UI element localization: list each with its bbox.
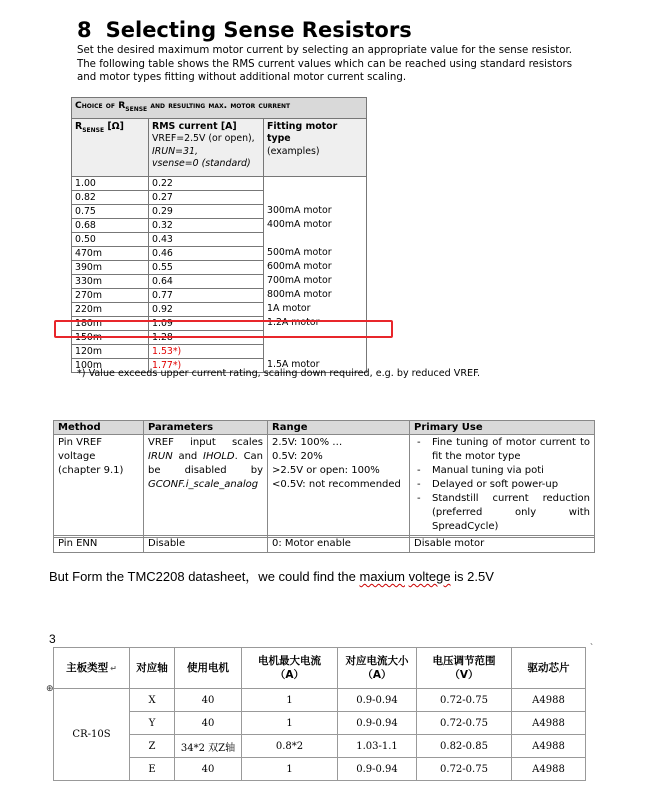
intro-paragraph: Set the desired maximum motor current by selecting an appropriate value for the sense resistor. The following table shows the RMS current values which can be reached using standard resistors and motor types fitting without additional motor current scaling. xyxy=(77,45,572,83)
cut-row-method: Pin ENN xyxy=(54,536,144,553)
rsense-cell: 120m xyxy=(72,344,149,358)
motor-type-cell: 700mA motor xyxy=(264,274,367,288)
header-rsense: $R_{SENSE}$ [Ω] xyxy=(72,118,149,176)
table-row xyxy=(72,204,367,218)
current-cell: 1.28 xyxy=(149,330,264,344)
header-current: 对应电流大小 （A） xyxy=(338,648,417,689)
current-cell: 0.29 xyxy=(149,204,264,218)
voltage-cell: 0.72-0.75 xyxy=(417,758,512,781)
motor-type-cell: 300mA motor xyxy=(264,204,367,218)
current-cell: 0.9-0.94 xyxy=(338,689,417,712)
axis-cell: Z xyxy=(130,735,175,758)
header-board: 主板类型 ↵ xyxy=(54,648,130,689)
rsense-cell: 390m xyxy=(72,260,149,274)
rsense-cell: 100m xyxy=(72,358,149,372)
motor-type-cell xyxy=(264,344,367,358)
header-motor: 使用电机 xyxy=(175,648,242,689)
table-caption: Choice of $R_{SENSE}$ and resulting max. motor current xyxy=(72,98,367,119)
header-parameters: Parameters xyxy=(144,421,268,435)
primary-use-cell xyxy=(410,435,595,536)
cut-row-range: 0: Motor enable xyxy=(268,536,410,553)
max-cell: 1 xyxy=(242,689,338,712)
current-cell: 0.64 xyxy=(149,274,264,288)
axis-cell: Y xyxy=(130,712,175,735)
rsense-cell: 270m xyxy=(72,288,149,302)
current-cell: 0.32 xyxy=(149,218,264,232)
table-row xyxy=(72,176,367,190)
header-method: Method xyxy=(54,421,144,435)
current-cell: 1.77*) xyxy=(149,358,264,372)
misspelled-word: voltege xyxy=(408,569,451,584)
current-cell: 0.43 xyxy=(149,232,264,246)
header-rms-current: RMS current [A] VREF=2.5V (or open), IRUN=31, vsense=0 (standard) xyxy=(149,118,264,176)
motor-type-cell: 1.5A motor xyxy=(264,358,367,372)
chip-cell: A4988 xyxy=(512,735,586,758)
rsense-cell: 0.50 xyxy=(72,232,149,246)
current-cell: 0.55 xyxy=(149,260,264,274)
table-row xyxy=(54,712,586,735)
motor-cell: 34*2 双Z轴 xyxy=(175,735,242,758)
header-voltage-range: 电压调节范围 （V） xyxy=(417,648,512,689)
note-text: But Form the TMC2208 datasheet，we could find the maxium voltege is 2.5V xyxy=(49,569,494,584)
cut-row-params: Disable xyxy=(144,536,268,553)
motor-type-cell: 400mA motor xyxy=(264,218,367,232)
method-table xyxy=(53,420,595,553)
list-item: - Fine tuning of motor current to fit the motor type xyxy=(414,436,590,464)
table-row xyxy=(72,302,367,316)
rsense-cell: 470m xyxy=(72,246,149,260)
table-row xyxy=(72,288,367,302)
table-row xyxy=(72,260,367,274)
highlight-box xyxy=(54,320,393,338)
table-row xyxy=(54,689,586,712)
motor-type-cell: 600mA motor xyxy=(264,260,367,274)
rsense-cell: 330m xyxy=(72,274,149,288)
voltage-cell: 0.72-0.75 xyxy=(417,689,512,712)
cut-row-use: Disable motor xyxy=(410,536,595,553)
header-range: Range xyxy=(268,421,410,435)
current-cell: 1.09 xyxy=(149,316,264,330)
current-cell: 1.03-1.1 xyxy=(338,735,417,758)
rsense-cell: 0.82 xyxy=(72,190,149,204)
list-item: - Standstill current reduction (preferred only with SpreadCycle) xyxy=(414,492,590,534)
voltage-cell: 0.72-0.75 xyxy=(417,712,512,735)
rsense-cell: 0.68 xyxy=(72,218,149,232)
table-row xyxy=(72,218,367,232)
motor-type-cell: 800mA motor xyxy=(264,288,367,302)
table-row xyxy=(72,232,367,246)
motor-type-cell: 1A motor xyxy=(264,302,367,316)
header-motor-type: Fitting motor type (examples) xyxy=(264,118,367,176)
table-row xyxy=(72,274,367,288)
table-row xyxy=(72,190,367,204)
list-item: - Manual tuning via poti xyxy=(414,464,590,478)
method-cell: Pin VREF voltage (chapter 9.1) xyxy=(54,435,144,536)
range-cell: 2.5V: 100% … 0.5V: 20% >2.5V or open: 100% <0.5V: not recommended xyxy=(268,435,410,536)
list-mark: 、 xyxy=(590,637,598,646)
current-cell: 0.46 xyxy=(149,246,264,260)
max-cell: 1 xyxy=(242,758,338,781)
motor-type-cell: 1.2A motor xyxy=(264,316,367,330)
header-primary-use: Primary Use xyxy=(410,421,595,435)
motor-cell: 40 xyxy=(175,758,242,781)
board-cell: CR-10S xyxy=(54,689,130,781)
table-row xyxy=(72,344,367,358)
method-table-clip xyxy=(53,420,594,549)
axis-cell: X xyxy=(130,689,175,712)
section-title: Selecting Sense Resistors xyxy=(105,18,412,42)
parameters-cell: VREF input scales IRUN and IHOLD. Can be disabled by GCONF.i_scale_analog xyxy=(144,435,268,536)
motor-cell: 40 xyxy=(175,689,242,712)
chip-cell: A4988 xyxy=(512,758,586,781)
axis-cell: E xyxy=(130,758,175,781)
header-max-current: 电机最大电流 （A） xyxy=(242,648,338,689)
motor-cell: 40 xyxy=(175,712,242,735)
anchor-icon: ⊕ xyxy=(46,684,54,694)
motor-type-cell: 500mA motor xyxy=(264,246,367,260)
current-cell: 0.77 xyxy=(149,288,264,302)
section-number: 8 xyxy=(77,18,92,42)
rsense-cell: 1.00 xyxy=(72,176,149,190)
rsense-cell: 150m xyxy=(72,330,149,344)
table-footnote: *) Value exceeds upper current rating, scaling down required, e.g. by reduced VREF. xyxy=(77,368,481,379)
table-row xyxy=(54,735,586,758)
chip-cell: A4988 xyxy=(512,712,586,735)
motor-type-cell xyxy=(264,176,367,190)
section-heading xyxy=(77,18,412,42)
max-cell: 0.8*2 xyxy=(242,735,338,758)
header-axis: 对应轴 xyxy=(130,648,175,689)
current-cell: 0.92 xyxy=(149,302,264,316)
section-3-label: 3 xyxy=(49,632,56,646)
rsense-cell: 0.75 xyxy=(72,204,149,218)
voltage-cell: 0.82-0.85 xyxy=(417,735,512,758)
current-cell: 0.9-0.94 xyxy=(338,712,417,735)
rsense-cell: 220m xyxy=(72,302,149,316)
chip-cell: A4988 xyxy=(512,689,586,712)
rsense-cell: 180m xyxy=(72,316,149,330)
current-cell: 0.22 xyxy=(149,176,264,190)
list-item: - Delayed or soft power-up xyxy=(414,478,590,492)
current-cell: 0.27 xyxy=(149,190,264,204)
motor-type-cell xyxy=(264,190,367,204)
current-cell: 0.9-0.94 xyxy=(338,758,417,781)
table-row xyxy=(72,246,367,260)
table-row xyxy=(54,758,586,781)
current-cell: 1.53*) xyxy=(149,344,264,358)
header-driver-chip: 驱动芯片 xyxy=(512,648,586,689)
misspelled-word: maxium xyxy=(359,569,405,584)
board-driver-table xyxy=(53,647,586,781)
max-cell: 1 xyxy=(242,712,338,735)
motor-type-cell xyxy=(264,232,367,246)
